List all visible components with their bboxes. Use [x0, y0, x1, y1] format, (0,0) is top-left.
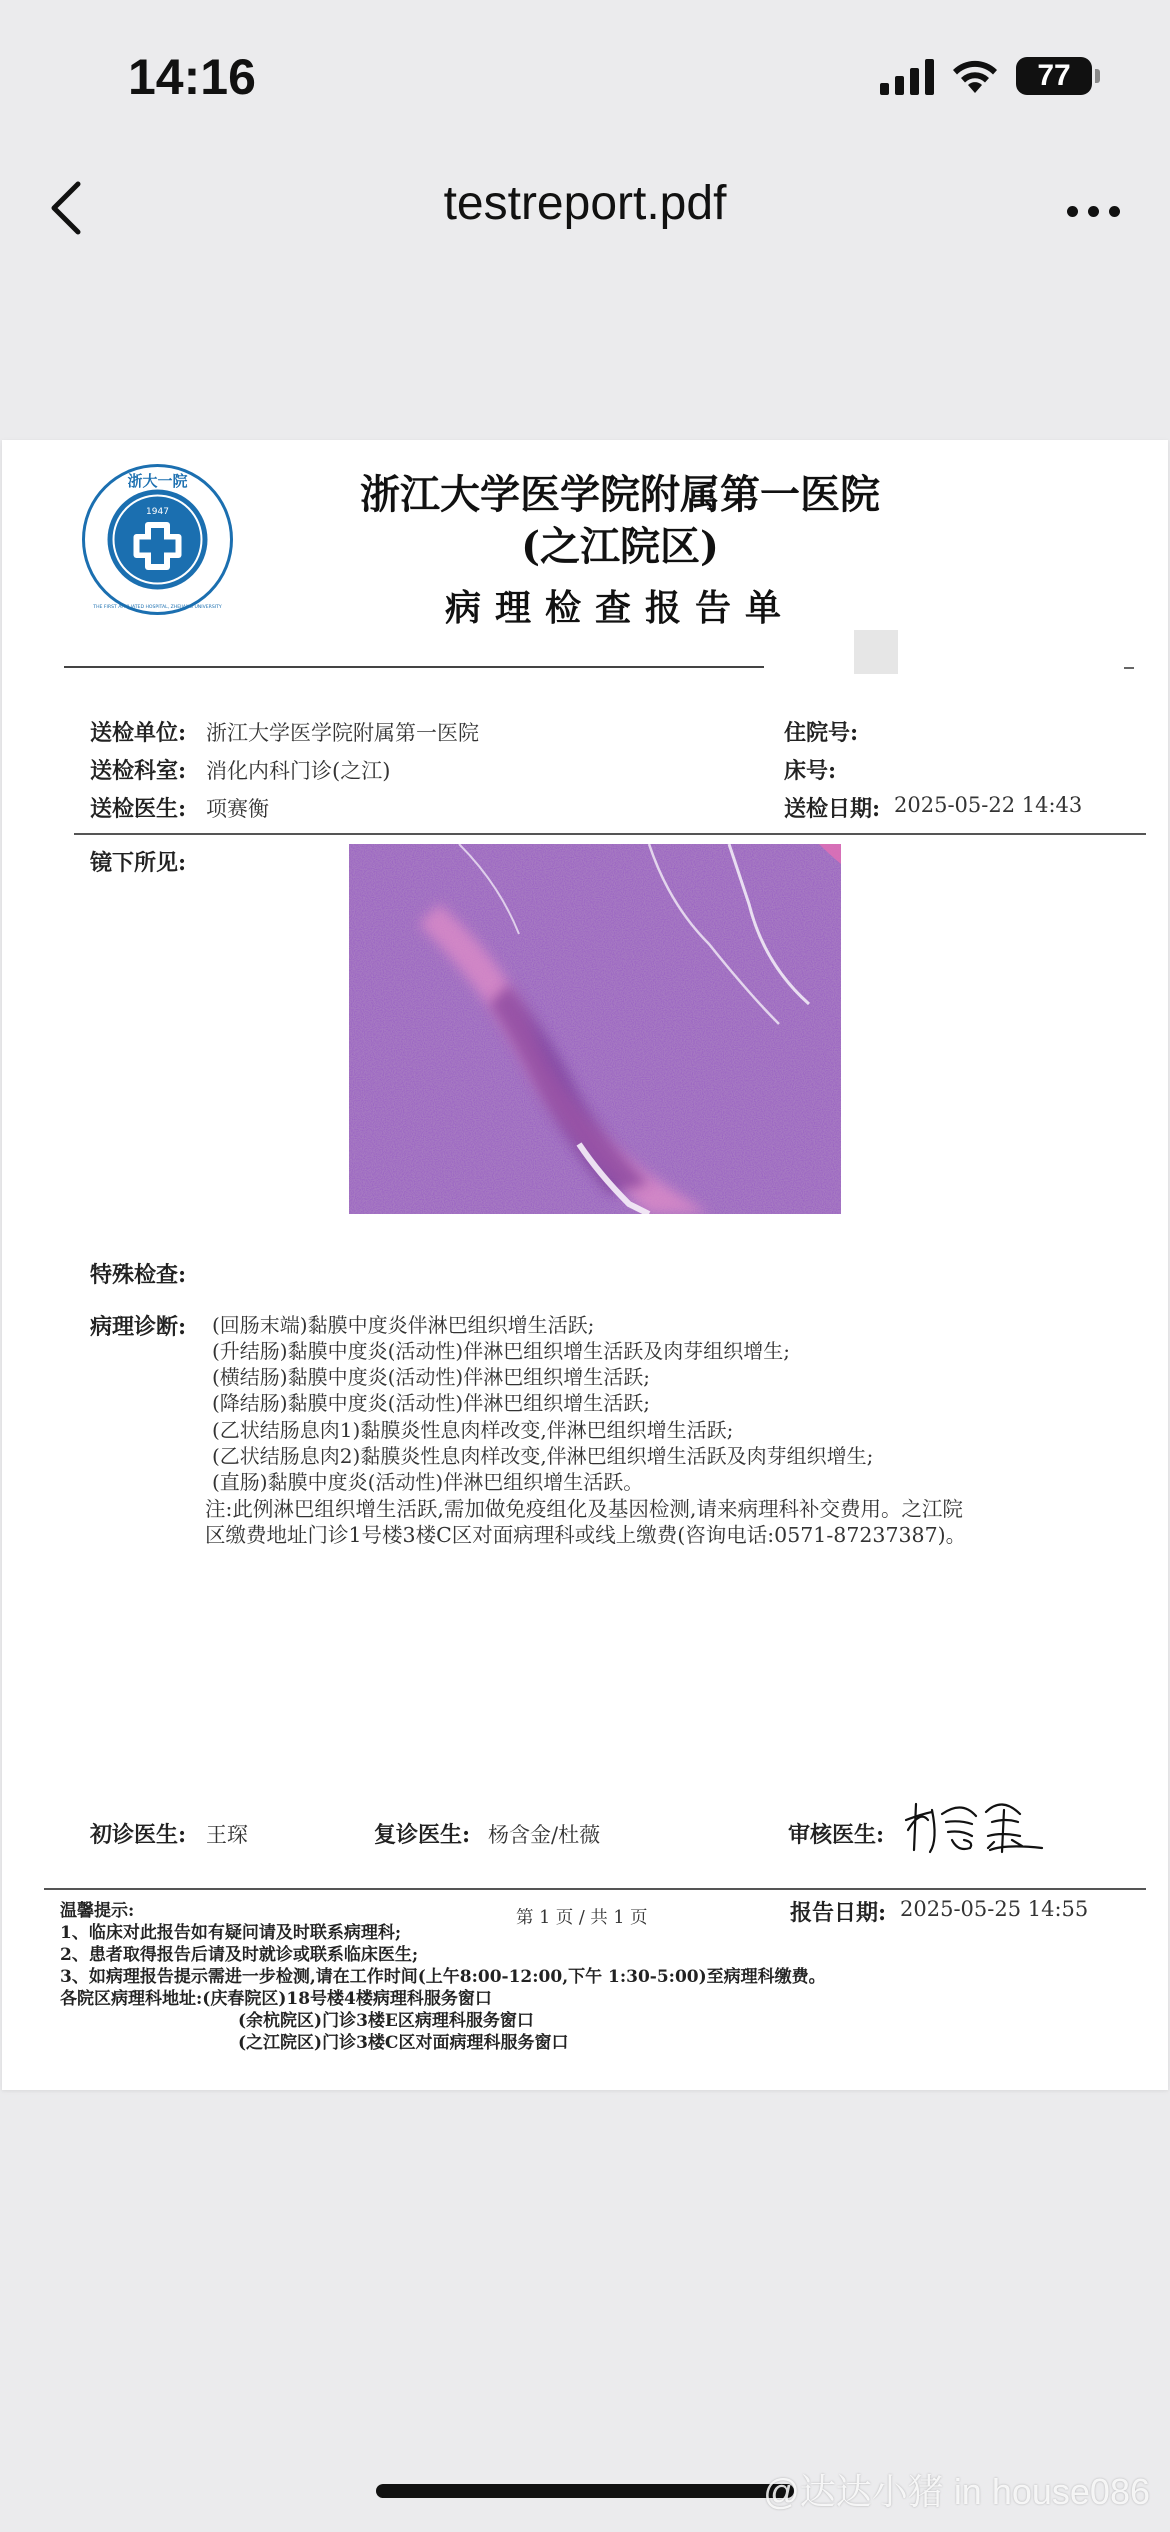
pdf-page[interactable] [2, 440, 1168, 2090]
inpatient-number-label: 住院号: [784, 720, 859, 746]
header-divider [64, 666, 764, 668]
header-divider-end [1124, 667, 1134, 669]
microscope-label: 镜下所见: [90, 850, 187, 876]
hospital-branch: (之江院区) [521, 523, 719, 570]
doctor-value: 项赛衡 [206, 797, 269, 821]
special-exam-label: 特殊检查: [90, 1262, 187, 1288]
cellular-signal-icon [880, 57, 934, 95]
diagnosis-line: (升结肠)黏膜中度炎(活动性)伴淋巴组织增生活跃及肉芽组织增生; [212, 1339, 790, 1363]
auditor-signature [902, 1790, 1052, 1860]
tips-title: 温馨提示: [60, 1901, 135, 1921]
wifi-icon [950, 57, 1000, 95]
status-time: 14:16 [128, 49, 256, 105]
info-divider [74, 833, 1146, 835]
document-title: testreport.pdf [443, 177, 727, 230]
svg-text:浙大一院: 浙大一院 [127, 472, 188, 490]
address-line: (之江院区)门诊3楼C区对面病理科服务窗口 [238, 2033, 569, 2053]
histology-image [349, 844, 841, 1214]
initial-doctor-value: 王琛 [206, 1823, 248, 1847]
footer-divider [44, 1888, 1146, 1890]
dept-value: 消化内科门诊(之江) [206, 759, 391, 783]
diagnosis-line: (乙状结肠息肉1)黏膜炎性息肉样改变,伴淋巴组织增生活跃; [212, 1418, 734, 1442]
svg-text:THE FIRST AFFILIATED HOSPITAL,: THE FIRST AFFILIATED HOSPITAL, ZHEJIANG UNIVERSITY [93, 605, 222, 610]
report-title: 病理检查报告单 [444, 587, 795, 629]
diagnosis-label: 病理诊断: [90, 1314, 187, 1340]
status-indicators [880, 50, 1092, 102]
tip-line: 1、临床对此报告如有疑问请及时联系病理科; [60, 1923, 402, 1943]
report-date-label: 报告日期: [790, 1900, 887, 1926]
more-options-icon[interactable] [1067, 198, 1120, 225]
unit-value: 浙江大学医学院附属第一医院 [206, 721, 479, 745]
hospital-name: 浙江大学医学院附属第一医院 [360, 471, 880, 518]
watermark: @达达小猪 in house086 [763, 2471, 1150, 2512]
dept-label: 送检科室: [90, 758, 187, 784]
auditor-label: 审核医生: [788, 1822, 885, 1848]
bed-number-label: 床号: [784, 758, 837, 784]
initial-doctor-label: 初诊医生: [90, 1822, 187, 1848]
page-number: 第 1 页 / 共 1 页 [516, 1908, 648, 1928]
home-indicator[interactable] [376, 2484, 794, 2498]
diagnosis-note: 区缴费地址门诊1号楼3楼C区对面病理科或线上缴费(咨询电话:0571-87237387)。 [205, 1523, 967, 1547]
battery-level: 77 [1037, 59, 1071, 92]
tip-line: 3、如病理报告提示需进一步检测,请在工作时间(上午8:00-12:00,下午 1:30-5:00)至病理科缴费。 [60, 1967, 826, 1987]
diagnosis-line: (直肠)黏膜中度炎(活动性)伴淋巴组织增生活跃。 [212, 1470, 644, 1494]
address-line: (余杭院区)门诊3楼E区病理科服务窗口 [238, 2011, 534, 2031]
diagnosis-note: 注:此例淋巴组织增生活跃,需加做免疫组化及基因检测,请来病理科补交费用。之江院 [205, 1497, 963, 1521]
tip-line: 2、患者取得报告后请及时就诊或联系临床医生; [60, 1945, 419, 1965]
doctor-label: 送检医生: [90, 796, 187, 822]
report-date-value: 2025-05-25 14:55 [900, 1897, 1089, 1921]
submit-date-label: 送检日期: [784, 796, 881, 822]
address-title: 各院区病理科地址:(庆春院区)18号楼4楼病理科服务窗口 [60, 1989, 492, 2009]
unit-label: 送检单位: [90, 720, 187, 746]
submit-date-value: 2025-05-22 14:43 [894, 793, 1083, 817]
hospital-logo [80, 462, 235, 617]
redaction-box [854, 630, 898, 674]
diagnosis-line: (降结肠)黏膜中度炎(活动性)伴淋巴组织增生活跃; [212, 1391, 650, 1415]
svg-text:1947: 1947 [146, 507, 169, 517]
battery-icon [1016, 57, 1092, 95]
diagnosis-line: (回肠末端)黏膜中度炎伴淋巴组织增生活跃; [212, 1313, 595, 1337]
review-doctor-label: 复诊医生: [374, 1822, 471, 1848]
diagnosis-line: (乙状结肠息肉2)黏膜炎性息肉样改变,伴淋巴组织增生活跃及肉芽组织增生; [212, 1444, 874, 1468]
review-doctor-value: 杨含金/杜薇 [488, 1823, 601, 1847]
diagnosis-line: (横结肠)黏膜中度炎(活动性)伴淋巴组织增生活跃; [212, 1365, 650, 1389]
